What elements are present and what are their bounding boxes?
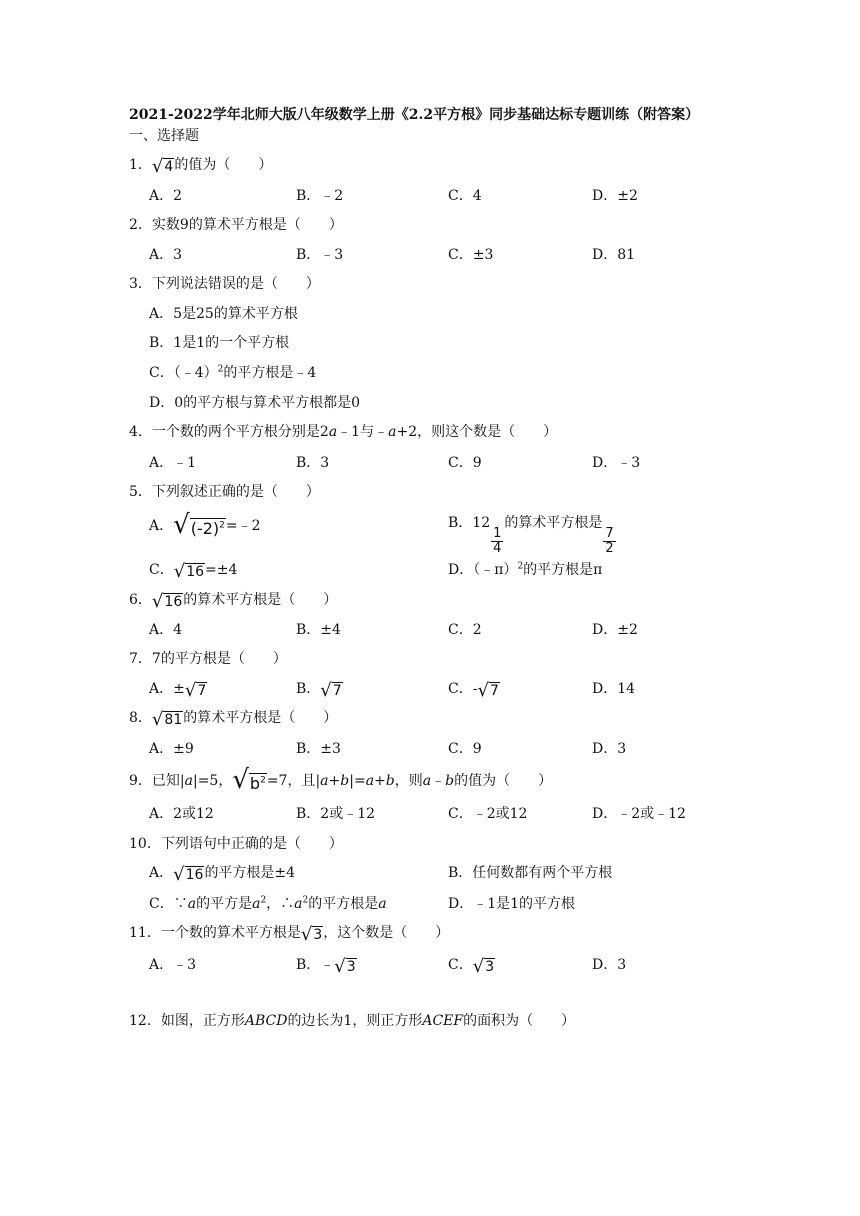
q7-option-c: C．- √ 7 [448,680,499,701]
sqrt-expression: √ 16 [151,591,183,612]
sqrt-expression: √ 16 [173,864,204,885]
q3-option-b: B．1是1的一个平方根 [149,335,290,351]
question-4: 4．一个数的两个平方根分别是2a﹣1与﹣a+2，则这个数是（ ） [129,424,558,440]
q10-option-b: B．任何数都有两个平方根 [448,865,613,881]
sqrt-expression: √ 81 [151,709,183,730]
q9-option-d: D．﹣2或﹣12 [592,806,686,822]
q8-option-c: C．9 [448,741,482,757]
q8-option-a: A．±9 [149,741,194,757]
q5-option-d: D．（﹣π）$^2$的平方根是π [448,561,603,578]
question-11: 11．一个数的算术平方根是 √ 3 ，这个数是（ ） [129,924,450,945]
sqrt-expression: √ 7 [320,680,342,701]
fraction: $\frac{1}{4}$ [493,526,502,556]
q1-option-c: C．4 [448,188,482,204]
q7-option-b: B． √ 7 [296,680,342,701]
q4-option-d: D．﹣3 [592,455,641,471]
q11-option-a: A．﹣3 [149,957,197,973]
q9-option-a: A．2或12 [149,806,214,822]
q1-option-d: D．±2 [592,188,638,204]
q1-option-b: B．﹣2 [296,188,344,204]
sqrt-expression: √ 3 [472,956,495,977]
sqrt-expression: √ $b^2$ [232,765,266,795]
q5-option-c: C． √ 16 =±4 [149,561,238,582]
fraction: $\frac{7}{2}$ [605,526,614,556]
question-5: 5．下列叙述正确的是（ ） [129,484,320,500]
q6-option-d: D．±2 [592,622,638,638]
q3-option-d: D．0的平方根与算术平方根都是0 [149,395,361,411]
q1-option-a: A．2 [149,188,183,204]
q9-option-b: B．2或﹣12 [296,806,376,822]
question-9: 9．已知|a|=5， √ $b^2$ =7，且|a+b|=a+b，则a﹣b的值为（ ） [129,765,553,795]
q3-option-c: C．（﹣4）$^2$的平方根是﹣4 [149,364,317,381]
question-2: 2．实数9的算术平方根是（ ） [129,217,343,233]
q9-option-c: C．﹣2或12 [448,806,528,822]
question-1: 1． √ 4 的值为（ ） [129,156,273,177]
sqrt-expression: √ 3 [300,924,323,945]
sqrt-expression: √ 3 [334,956,356,977]
q11-option-d: D．3 [592,957,627,973]
q3-option-a: A．5是25的算术平方根 [149,306,298,322]
sqrt-expression: √ 4 [151,156,174,177]
q10-option-a: A． √ 16 的平方根是±4 [149,864,296,885]
q11-option-c: C． √ 3 [448,956,495,977]
q4-option-b: B．3 [296,455,330,471]
q4-option-c: C．9 [448,455,482,471]
question-12: 12．如图，正方形ABCD的边长为1，则正方形ACEF的面积为（ ） [129,1013,576,1029]
page-title: 2021-2022学年北师大版八年级数学上册《2.2平方根》同步基础达标专题训练（附答案） [129,107,700,123]
q8-option-d: D．3 [592,741,627,757]
q8-option-b: B．±3 [296,741,341,757]
q5-option-b: B．12 $\frac{1}{4}$ 的算术平方根是 $\frac{7}{2}$ [448,515,614,556]
q4-option-a: A．﹣1 [149,455,197,471]
q10-option-c: C．∵a的平方是$a^2$，$\therefore a^2$的平方根是a [149,895,387,912]
sqrt-expression: √ 7 [477,680,499,701]
sqrt-expression: √ 7 [184,680,207,701]
q2-option-b: B．﹣3 [296,247,344,263]
q7-option-a: A．± √ 7 [149,680,207,701]
q6-option-b: B．±4 [296,622,341,638]
section-heading: 一、选择题 [129,128,199,144]
question-7: 7．7的平方根是（ ） [129,651,287,667]
q2-option-a: A．3 [149,247,183,263]
sqrt-expression: √ $(-2)^2$ [173,510,225,540]
q11-option-b: B．﹣ √ 3 [296,956,356,977]
q7-option-d: D．14 [592,681,636,697]
q2-option-c: C．±3 [448,247,494,263]
question-3: 3．下列说法错误的是（ ） [129,276,320,292]
q10-option-d: D．﹣1是1的平方根 [448,896,576,912]
q5-option-a: A． √ $(-2)^2$ =﹣2 [149,510,261,540]
question-8: 8． √ 81 的算术平方根是（ ） [129,709,338,730]
sqrt-expression: √ 16 [173,561,205,582]
q2-option-d: D．81 [592,247,636,263]
q6-option-c: C．2 [448,622,482,638]
question-10: 10．下列语句中正确的是（ ） [129,836,343,852]
q6-option-a: A．4 [149,622,183,638]
question-6: 6． √ 16 的算术平方根是（ ） [129,591,338,612]
